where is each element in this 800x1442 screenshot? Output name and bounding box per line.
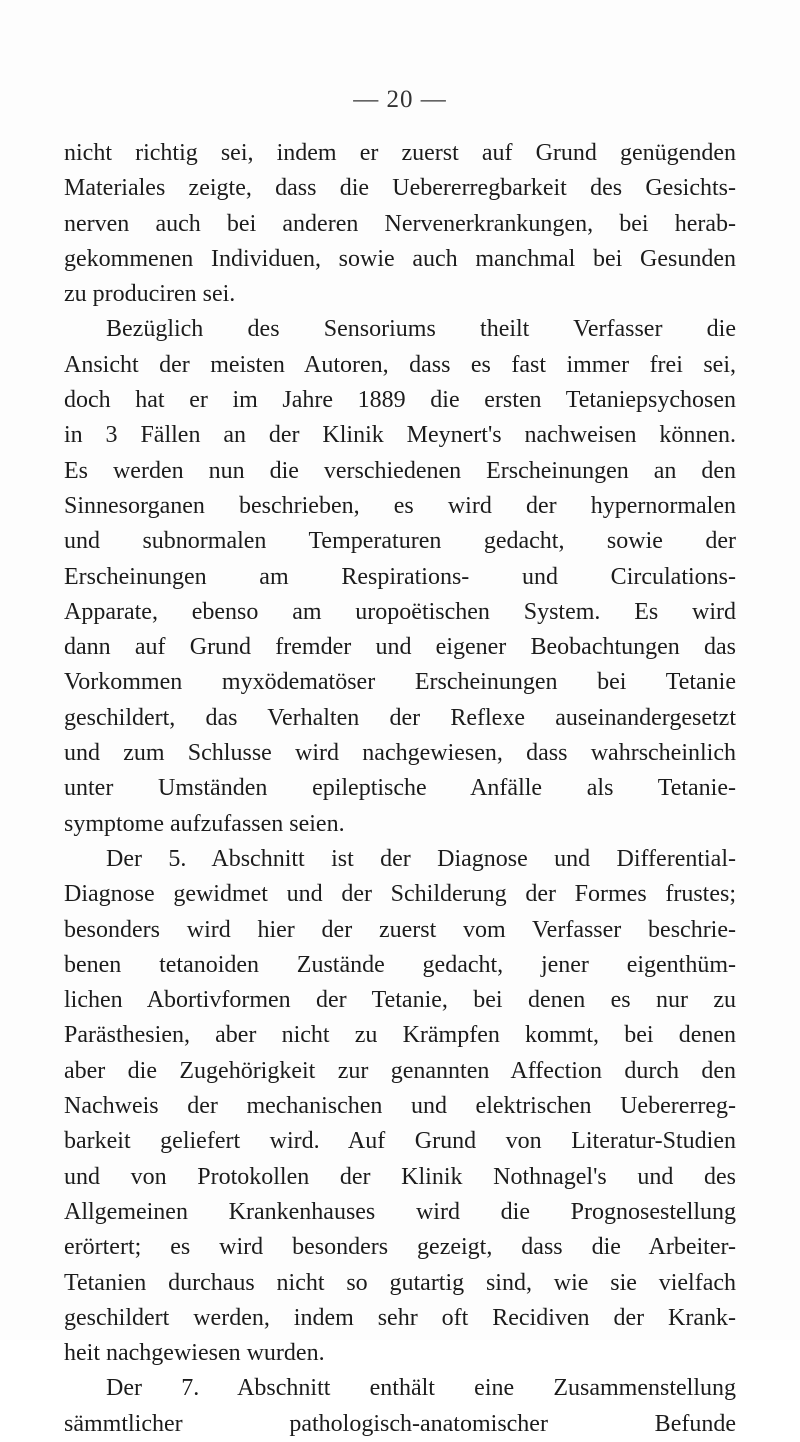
text-line: und von Protokollen der Klinik Nothnagel's und des: [64, 1163, 736, 1190]
text-line: heit nachgewiesen wurden.: [64, 1340, 325, 1367]
text-line: Der 5. Abschnitt ist der Diagnose und Differential-: [106, 845, 736, 872]
text-line: erörtert; es wird besonders gezeigt, dass die Arbeiter-: [64, 1234, 736, 1261]
text-line: Tetanien durchaus nicht so gutartig sind, wie sie vielfach: [64, 1269, 736, 1296]
text-line: Es werden nun die verschiedenen Erscheinungen an den: [64, 457, 736, 484]
text-line: und zum Schlusse wird nachgewiesen, dass wahrscheinlich: [64, 740, 736, 767]
text-line: Bezüglich des Sensoriums theilt Verfasser die: [106, 316, 736, 343]
text-line: zu produciren sei.: [64, 281, 236, 308]
text-line: aber die Zugehörigkeit zur genannten Affection durch den: [64, 1057, 736, 1084]
text-line: Apparate, ebenso am uropoëtischen System. Es wird: [64, 598, 736, 625]
text-line: nicht richtig sei, indem er zuerst auf Grund genügenden: [64, 140, 736, 166]
text-line: Materiales zeigte, dass die Uebererregbarkeit des Gesichts-: [64, 175, 736, 202]
text-line: Diagnose gewidmet und der Schilderung der Formes frustes;: [64, 881, 736, 908]
text-line: sämmtlicher pathologisch-anatomischer Befunde: [64, 1410, 736, 1437]
text-line: lichen Abortivformen der Tetanie, bei denen es nur zu: [64, 987, 736, 1014]
text-line: nerven auch bei anderen Nervenerkrankungen, bei herab-: [64, 210, 736, 237]
text-line: unter Umständen epileptische Anfälle als Tetanie-: [64, 775, 736, 802]
text-line: Sinnesorganen beschrieben, es wird der hypernormalen: [64, 492, 736, 519]
text-line: Parästhesien, aber nicht zu Krämpfen kommt, bei denen: [64, 1022, 736, 1049]
text-line: doch hat er im Jahre 1889 die ersten Tetaniepsychosen: [64, 387, 736, 414]
text-line: in 3 Fällen an der Klinik Meynert's nachweisen können.: [64, 422, 736, 449]
text-line: geschildert, das Verhalten der Reflexe auseinandergesetzt: [64, 704, 736, 731]
text-line: benen tetanoiden Zustände gedacht, jener eigenthüm-: [64, 951, 736, 978]
text-line: Vorkommen myxödematöser Erscheinungen bei Tetanie: [64, 669, 736, 696]
text-line: Erscheinungen am Respirations- und Circulations-: [64, 563, 736, 590]
text-line: barkeit geliefert wird. Auf Grund von Literatur-Studien: [64, 1128, 736, 1155]
text-line: Nachweis der mechanischen und elektrischen Uebererreg-: [64, 1093, 736, 1120]
text-line: Der 7. Abschnitt enthält eine Zusammenstellung: [106, 1375, 736, 1402]
text-line: dann auf Grund fremder und eigener Beobachtungen das: [64, 634, 736, 661]
text-line: besonders wird hier der zuerst vom Verfasser beschrie-: [64, 916, 736, 943]
page-number: — 20 —: [353, 86, 447, 113]
text-line: gekommenen Individuen, sowie auch manchmal bei Gesunden: [64, 245, 736, 272]
text-line: symptome aufzufassen seien.: [64, 810, 345, 837]
text-line: Ansicht der meisten Autoren, dass es fast immer frei sei,: [64, 351, 736, 378]
body-text: [64, 136, 736, 1442]
text-line: Allgemeinen Krankenhauses wird die Prognosestellung: [64, 1198, 736, 1225]
text-line: und subnormalen Temperaturen gedacht, sowie der: [64, 528, 736, 555]
text-line: geschildert werden, indem sehr oft Recidiven der Krank-: [64, 1304, 736, 1331]
